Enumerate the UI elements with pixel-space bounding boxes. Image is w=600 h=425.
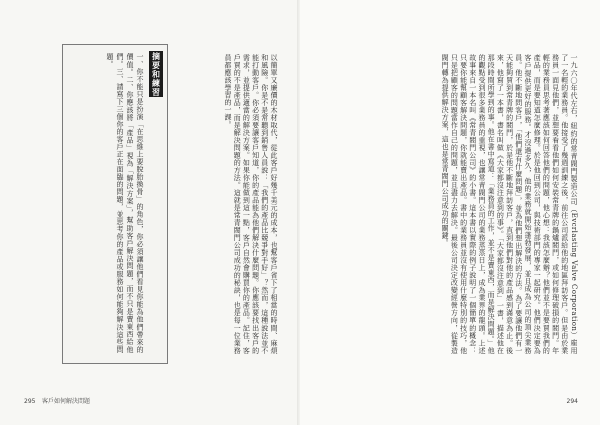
- running-title: 客戶如何解決問題: [42, 398, 91, 405]
- left-page: [0, 0, 298, 425]
- right-body-text: 一九六〇年代左右，紐約的常青閥門製造公司（Evcrlasting Valve Corporation）雇用了一名輕的業務員。他接受了幾週訓練之後，前往公司派給他的地區拜訪客戶。但是由於業務員一面見他們，並想要看看他們如何安裝常青牌的鍋爐閥門，或如何修理破損的閥門。年輕的業務員思考著應該如何回答他們的問題，他心想：我該怎麼辦？他們並不是要買我們的產品，而是要知道怎麼修理。於是他回到公司，與技術部門的專家一起研究。他們決定要為客戶提供更好的服務。才沒過多久，他的業務就開始蓬勃發展，並且成為公司的頂尖業務員。他不斷地問客戶，「他們還有什麼問題」，並為他們想出解決的方法。為了要讓他們有一天能夠買到常青牌的閥門，於是他不斷地拜訪客戶，直到他們對他的產品感到滿意為止。後來，他寫了一本書，書名叫做《大家都沒注意到的事》。「大家都沒注意到」一書，描述他在那段時間所學到的事。他在書中寫道：「業務員的工作，並不是賣東西，而是解決問題。」他的觀點受到很多業務員的重視，也讓常青閥門公司的業務蒸蒸日上，成為業界的龍頭。上述故事來自一本名叫《常青閥門公司》的小書。這本書以實際的例子說明了一個簡單的概念：只要你能幫顧客解決問題，你就能賣出產品。書中的業務員並沒有使用什麼特別的技巧，他只是把顧客的問題當作自己的問題，並且盡力去解決。最後公司決定改變經營方向，從製造閥門轉為提供解決方案，這也是常青閥門公司成功的關鍵。: [441, 54, 578, 354]
- right-page: [300, 0, 600, 425]
- summary-body: 一、你不能只是扮演「在思維上要脫胎換骨」的角色，你必須讓他們看見你能為他們帶來的價值。二、你應該將「產品」視為「解決方案」，幫助客戶解決問題，而不只是賣東西給他們。三、請寫下三個你的客戶正在面臨的問題，並思考你的產品或服務如何能夠解決這些問題。: [106, 53, 144, 353]
- summary-title: 摘要和練習: [149, 51, 163, 97]
- page-number-right: 294: [566, 398, 578, 405]
- page-number-left: 295: [24, 398, 36, 405]
- left-body-text: 以簡單又廉價的木材取代，從此客戶好幾千美元的成本，也幫客戶省下了相當的時間、麻煩和風險。你是不是常聽到銷售人員說：「我們的產品比競爭對手好」？然而，這種說法並不能打動客戶。你必須要讓客戶知道，你的產品能為他們解決什麼問題。你應該要找出客戶的需求，並提供適當的解決方案。如果你能做到這一點，客戶自然會購買你的產品。記住，客戶買的不是產品，而是解決問題的方法。這就是常青閥門公司成功的秘訣，也是每一位業務員都應該學習的一課。: [223, 54, 278, 354]
